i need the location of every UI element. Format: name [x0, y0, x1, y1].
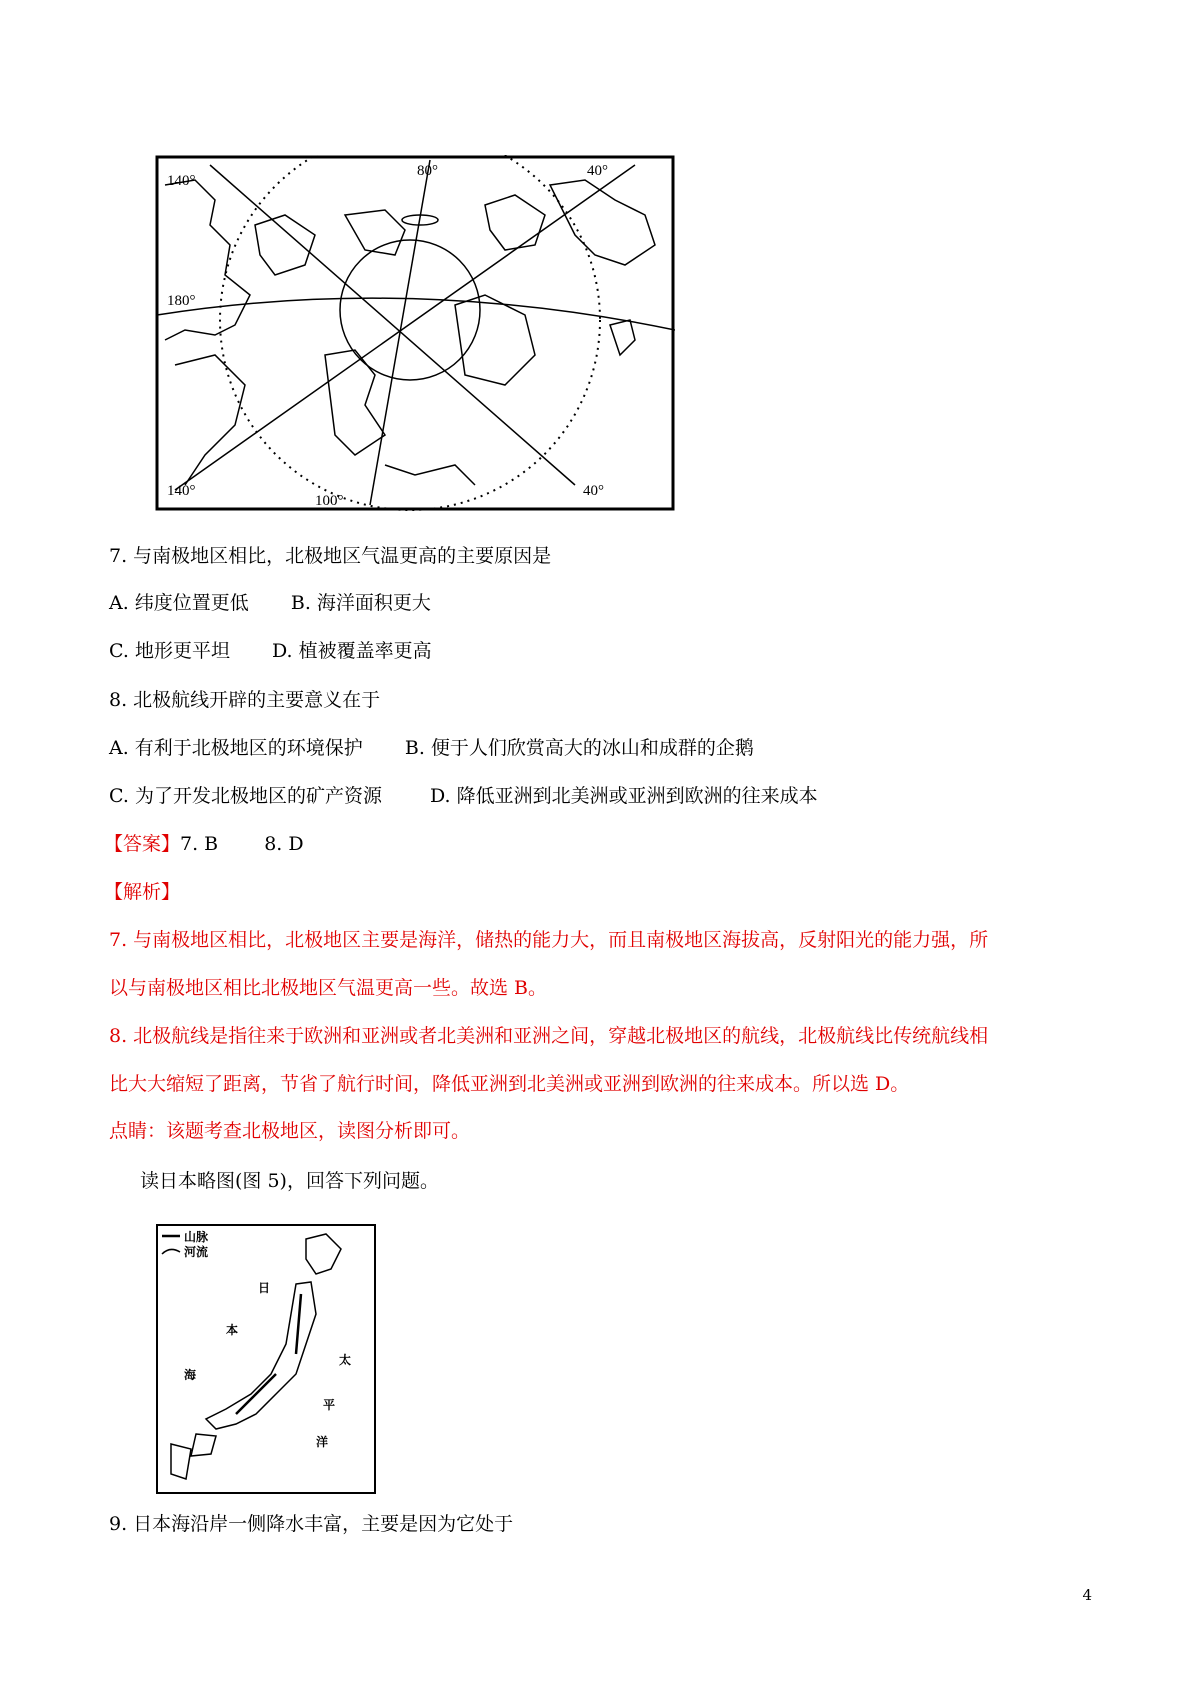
label-ocean-yang: 洋	[316, 1435, 329, 1449]
analysis-note: 点睛：该题考查北极地区，读图分析即可。	[109, 1120, 471, 1142]
label-lon-40-top: 40°	[587, 163, 608, 179]
label-lon-100-bottom: 100°	[315, 493, 344, 509]
question-8-option-d: D. 降低亚洲到北美洲或亚洲到欧洲的往来成本	[430, 785, 818, 807]
label-lon-140-bottom: 140°	[167, 483, 196, 499]
label-sea-ben: 本	[226, 1323, 239, 1337]
legend-mountain-label: 山脉	[184, 1230, 209, 1244]
legend-river-label: 河流	[184, 1245, 209, 1259]
arctic-map-figure	[155, 155, 675, 519]
label-ocean-tai: 太	[339, 1353, 352, 1367]
page-number: 4	[1082, 1586, 1092, 1604]
question-8-option-a: A. 有利于北极地区的环境保护	[109, 737, 363, 759]
label-sea-ri: 日	[258, 1281, 271, 1295]
label-lon-40-bottom: 40°	[583, 483, 604, 499]
question-7-stem: 7. 与南极地区相比，北极地区气温更高的主要原因是	[109, 545, 552, 567]
answer-q8: 8. D	[264, 833, 304, 855]
question-8-option-c: C. 为了开发北极地区的矿产资源	[109, 785, 382, 807]
analysis-7-line2: 以与南极地区相比北极地区气温更高一些。故选 B。	[109, 977, 548, 999]
analysis-8-line1: 8. 北极航线是指往来于欧洲和亚洲或者北美洲和亚洲之间，穿越北极地区的航线，北极航线比传统航线相	[109, 1025, 989, 1047]
question-8-stem: 8. 北极航线开辟的主要意义在于	[109, 689, 381, 711]
answer-label: 【答案】	[104, 833, 181, 855]
answer-line	[104, 832, 304, 856]
label-ocean-ping: 平	[323, 1398, 336, 1412]
label-lon-140-top: 140°	[167, 173, 196, 189]
question-7-option-c: C. 地形更平坦	[109, 640, 230, 662]
question-8-options-row2	[109, 784, 818, 808]
analysis-7-line1: 7. 与南极地区相比，北极地区主要是海洋，储热的能力大，而且南极地区海拔高，反射阳光的能力强，所	[109, 929, 989, 951]
question-8-options-row1	[109, 736, 754, 760]
japan-intro: 读日本略图(图 5)，回答下列问题。	[140, 1170, 439, 1192]
question-7-option-d: D. 植被覆盖率更高	[272, 640, 432, 662]
label-lon-180: 180°	[167, 293, 196, 309]
question-9-stem: 9. 日本海沿岸一侧降水丰富，主要是因为它处于	[109, 1513, 514, 1535]
analysis-label: 【解析】	[104, 881, 181, 903]
answer-q7: 7. B	[180, 833, 219, 855]
question-7-option-b: B. 海洋面积更大	[290, 592, 431, 614]
question-7-options-row1	[109, 591, 431, 615]
question-8-option-b: B. 便于人们欣赏高大的冰山和成群的企鹅	[404, 737, 754, 759]
arctic-map	[155, 155, 675, 515]
japan-map-figure	[156, 1224, 376, 1498]
analysis-8-line2: 比大大缩短了距离，节省了航行时间，降低亚洲到北美洲或亚洲到欧洲的往来成本。所以选 D。	[109, 1073, 910, 1095]
label-lon-80-top: 80°	[417, 163, 438, 179]
question-7-options-row2	[109, 639, 432, 663]
label-sea-hai: 海	[184, 1368, 197, 1382]
japan-map	[156, 1224, 376, 1494]
question-7-option-a: A. 纬度位置更低	[109, 592, 249, 614]
